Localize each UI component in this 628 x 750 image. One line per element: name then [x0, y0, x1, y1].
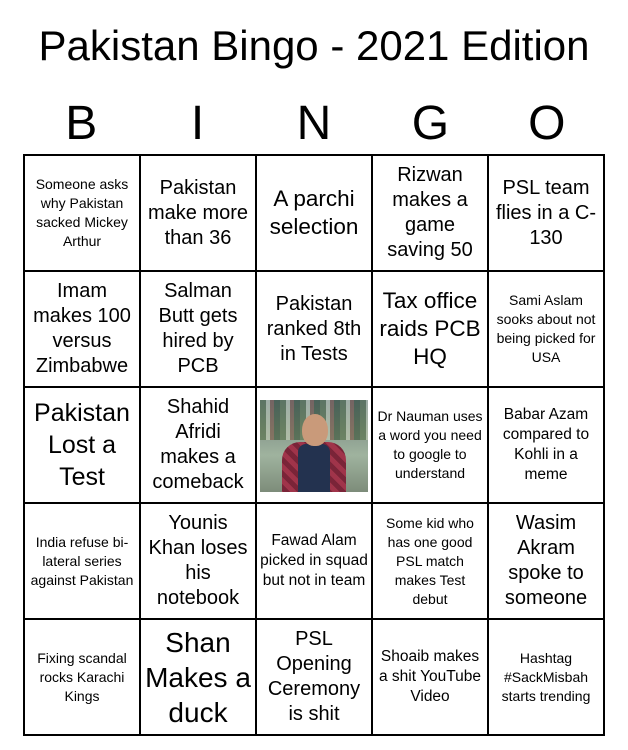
cell-text: Sami Aslam sooks about not being picked for USA: [496, 292, 596, 365]
letter-g: G: [411, 97, 450, 150]
cell-text: PSL team flies in a C-130: [495, 176, 597, 249]
cell-text: Shan Makes a duck: [145, 626, 251, 728]
bingo-cell: [372, 619, 488, 735]
bingo-cell: [488, 503, 604, 619]
bingo-cell: [24, 619, 140, 735]
bingo-cell: [372, 155, 488, 271]
cell-text: Fawad Alam picked in squad but not in team: [260, 532, 368, 589]
bingo-cell: [24, 271, 140, 387]
bingo-cell: [140, 503, 256, 619]
photo-vest: [298, 444, 330, 492]
cell-text: Pakistan ranked 8th in Tests: [266, 292, 362, 365]
cell-text: Dr Nauman uses a word you need to google to understand: [377, 408, 483, 481]
cell-text: Tax office raids PCB HQ: [379, 288, 481, 369]
cell-text: Hashtag #SackMisbah starts trending: [501, 649, 591, 704]
bingo-cell: [488, 387, 604, 503]
cell-text: PSL Opening Ceremony is shit: [267, 628, 361, 725]
letter-n: N: [296, 97, 332, 150]
cell-text: Rizwan makes a game saving 50: [387, 164, 473, 261]
bingo-cell: [372, 271, 488, 387]
bingo-cell: [24, 503, 140, 619]
bingo-cell: [372, 387, 488, 503]
bingo-cell: [140, 155, 256, 271]
cell-text: A parchi selection: [269, 186, 359, 239]
bingo-cell: [256, 155, 372, 271]
bingo-cell: [140, 619, 256, 735]
cell-text: Imam makes 100 versus Zimbabwe: [33, 280, 131, 377]
bingo-board: [23, 154, 605, 736]
cell-text: Pakistan Lost a Test: [34, 399, 130, 491]
cell-text: Wasim Akram spoke to someone: [504, 512, 588, 609]
bingo-cell: [256, 271, 372, 387]
cell-text: Babar Azam compared to Kohli in a meme: [502, 406, 590, 483]
cell-text: Someone asks why Pakistan sacked Mickey Arthur: [35, 176, 129, 249]
bingo-cell: [140, 387, 256, 503]
cell-text: India refuse bi-lateral series against Pakistan: [30, 533, 134, 588]
free-space-cell: [256, 387, 372, 503]
bingo-cell: [24, 387, 140, 503]
photo-head: [302, 414, 328, 446]
letter-o: O: [528, 97, 566, 150]
cell-text: Some kid who has one good PSL match makes Test debut: [386, 514, 474, 607]
bingo-cell: [488, 619, 604, 735]
bingo-cell: [256, 503, 372, 619]
cell-text: Fixing scandal rocks Karachi Kings: [37, 649, 127, 704]
bingo-cell: [488, 271, 604, 387]
bingo-header: [23, 96, 605, 152]
bingo-cell: [256, 619, 372, 735]
bingo-cell: [24, 155, 140, 271]
bingo-cell: [140, 271, 256, 387]
bingo-cell: [488, 155, 604, 271]
cell-text: Younis Khan loses his notebook: [148, 512, 248, 609]
free-space-photo: [260, 400, 368, 492]
cell-text: Shoaib makes a shit YouTube Video: [379, 648, 481, 705]
letter-i: I: [190, 97, 205, 150]
bingo-cell: [372, 503, 488, 619]
cell-text: Salman Butt gets hired by PCB: [158, 280, 238, 377]
cell-text: Pakistan make more than 36: [147, 176, 249, 249]
page-title: Pakistan Bingo - 2021 Edition: [38, 22, 590, 69]
cell-text: Shahid Afridi makes a comeback: [152, 396, 244, 493]
letter-b: B: [65, 97, 98, 150]
